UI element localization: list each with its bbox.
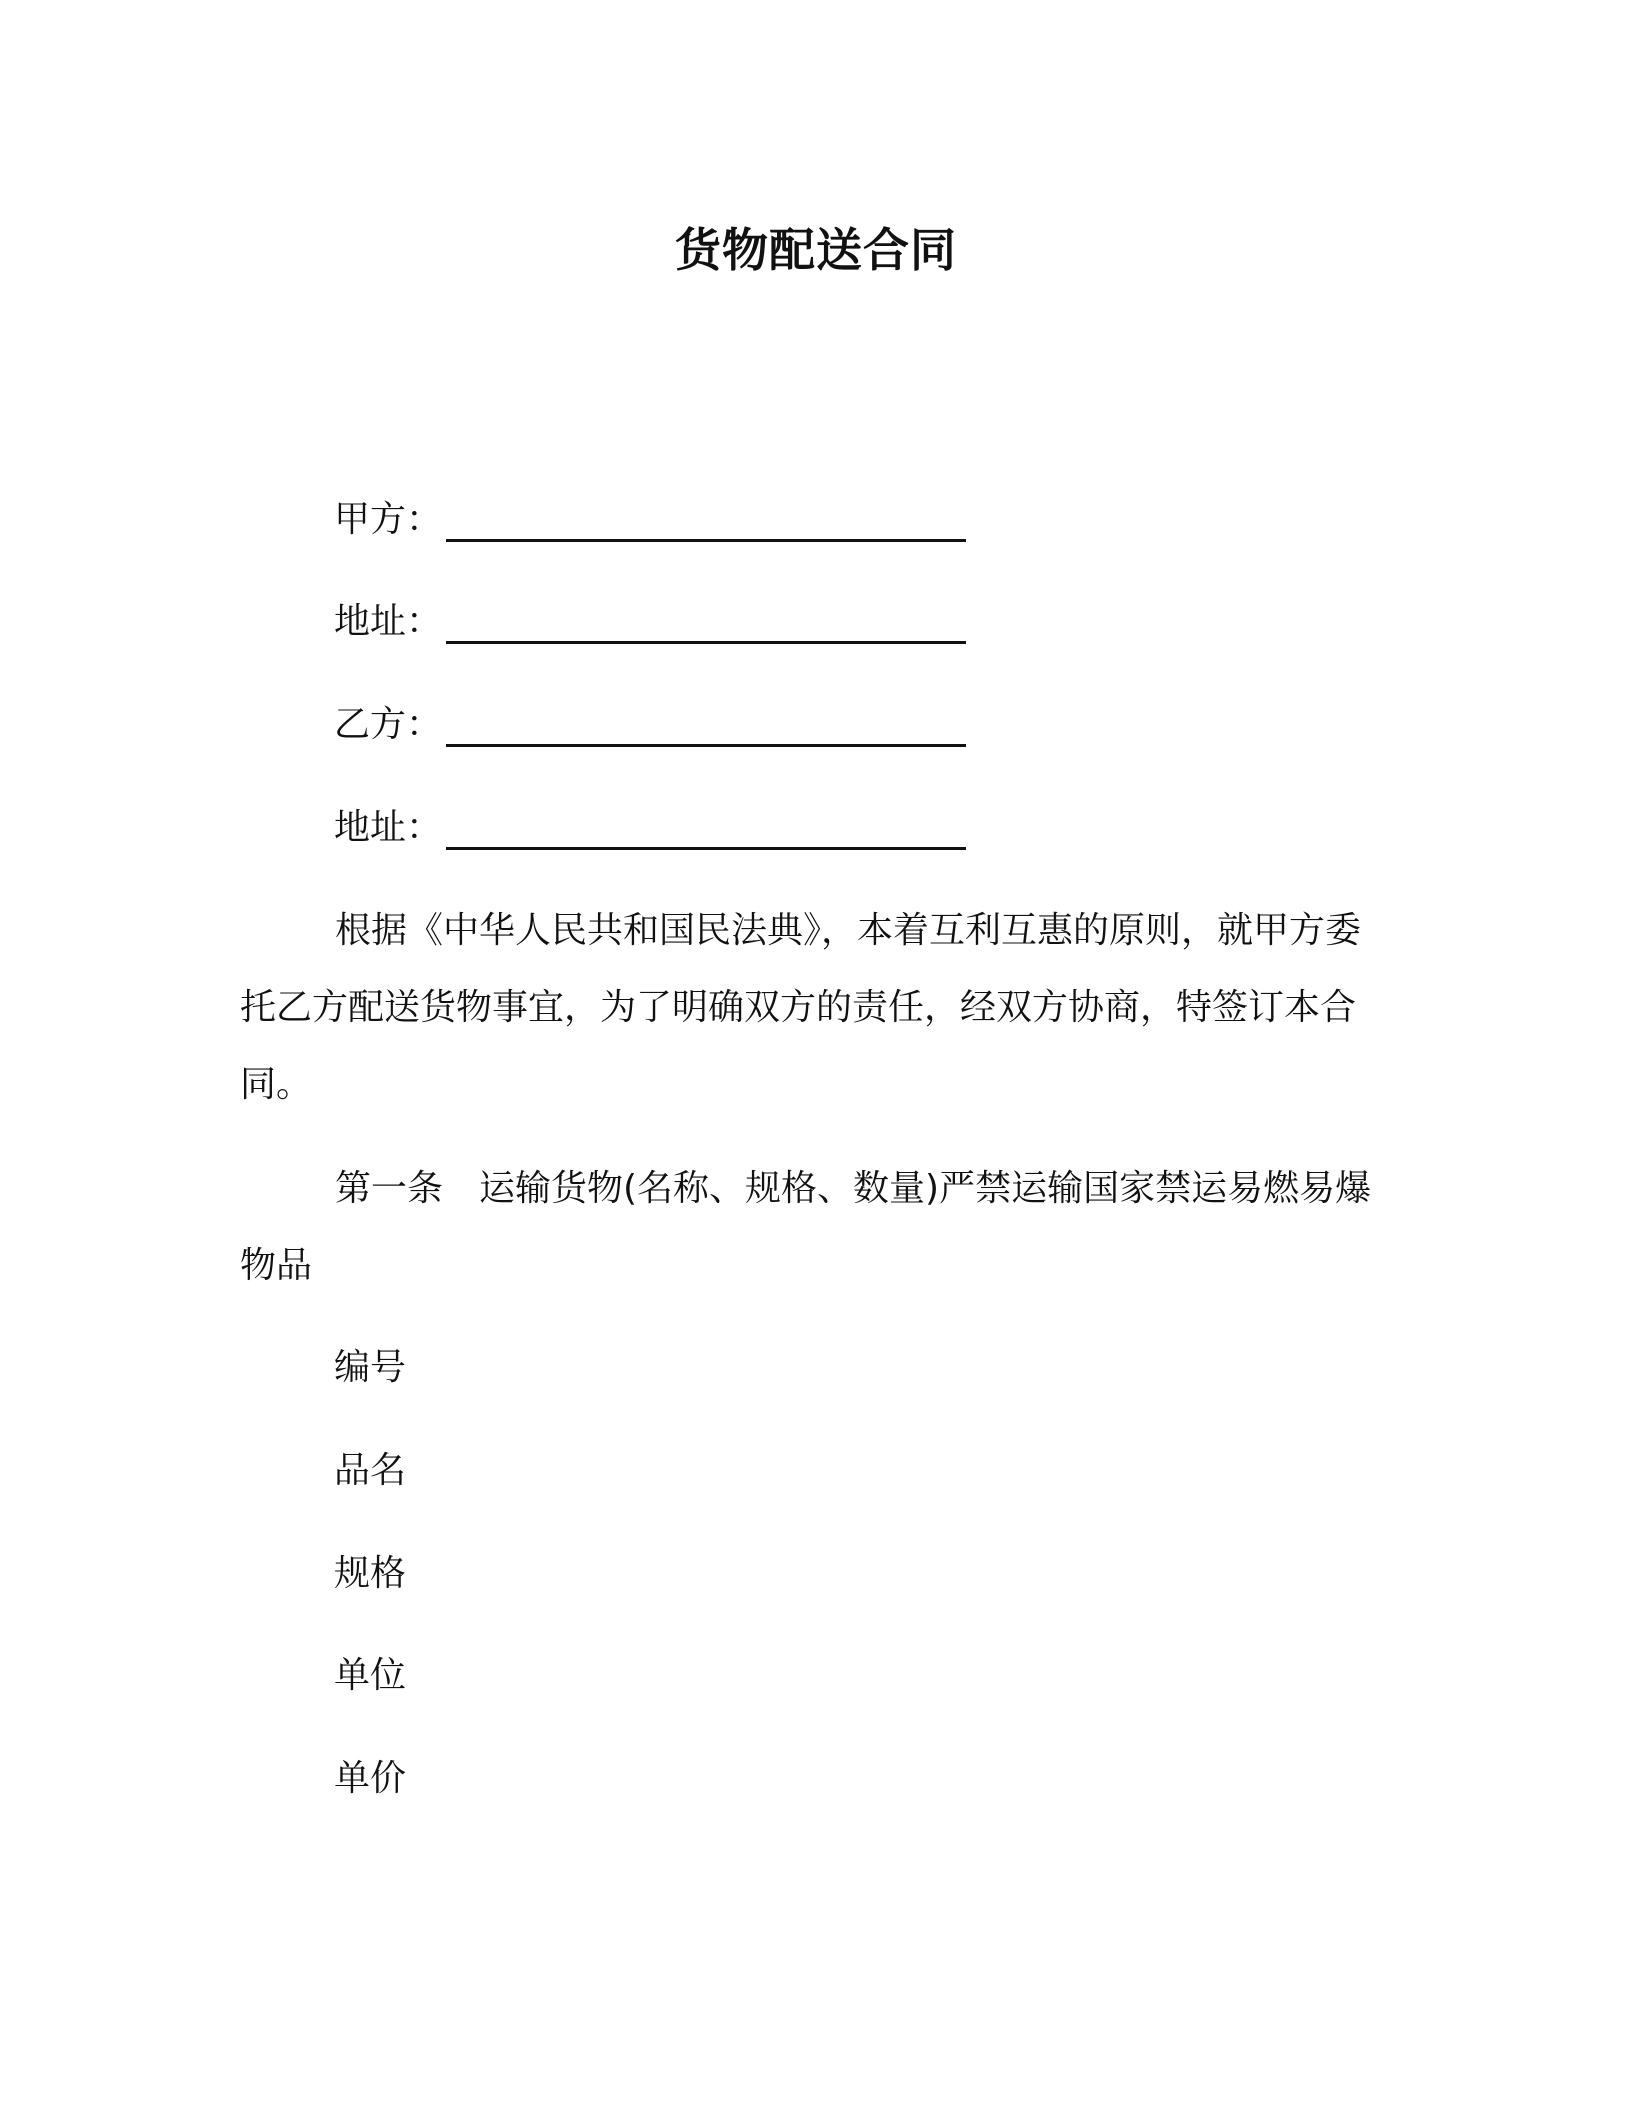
party-a-address-line xyxy=(334,600,966,644)
field-product-name: 品名 xyxy=(334,1450,407,1491)
party-a-blank xyxy=(446,499,966,542)
party-b-address-label: 地址： xyxy=(334,807,443,848)
party-a-address-blank xyxy=(446,601,966,644)
field-unit: 单位 xyxy=(334,1655,407,1696)
party-a-address-label: 地址： xyxy=(334,601,443,642)
party-b-blank xyxy=(446,704,966,747)
party-a-line xyxy=(334,498,966,542)
field-number: 编号 xyxy=(334,1347,407,1388)
document-title: 货物配送合同 xyxy=(675,223,957,277)
field-specification: 规格 xyxy=(334,1553,407,1594)
party-b-address-blank xyxy=(446,807,966,850)
party-b-line xyxy=(334,703,966,747)
party-b-label: 乙方： xyxy=(334,704,443,745)
intro-paragraph: 根据《中华人民共和国民法典》，本着互利互惠的原则，就甲方委托乙方配送货物事宜，为了明确双方的责任，经双方协商，特签订本合同。 xyxy=(240,910,1362,1105)
field-unit-price: 单价 xyxy=(334,1758,407,1799)
party-b-address-line xyxy=(334,806,966,850)
article-1-paragraph: 第一条 运输货物(名称、规格、数量)严禁运输国家禁运易燃易爆物品 xyxy=(240,1168,1372,1286)
party-a-label: 甲方： xyxy=(334,499,443,540)
